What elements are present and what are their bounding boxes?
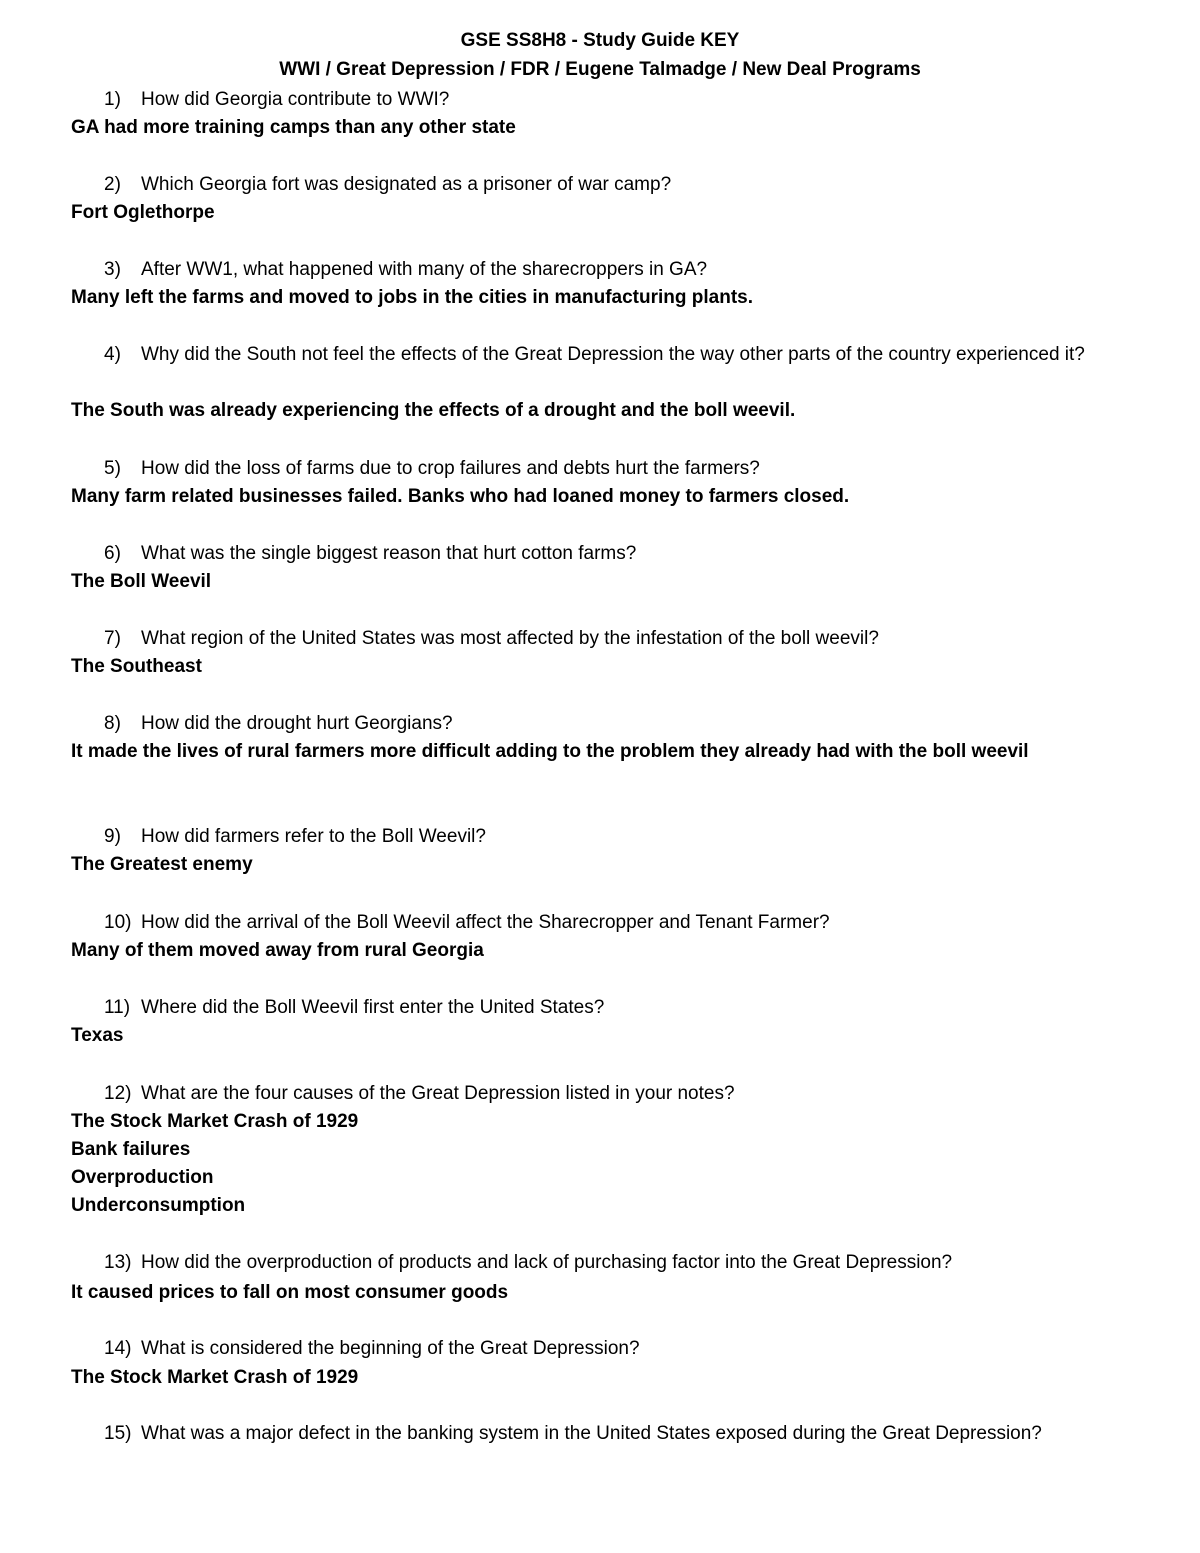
question-text: How did the drought hurt Georgians? [141,713,453,734]
question-4 [104,341,1104,369]
question-11 [104,994,1104,1022]
answer-5: Many farm related businesses failed. Banks who had loaned money to farmers closed. [71,486,850,507]
question-14 [104,1335,1104,1363]
question-number: 4) [104,344,121,365]
page-title: GSE SS8H8 - Study Guide KEY [460,30,740,51]
answer-12-line-1: The Stock Market Crash of 1929 [71,1111,359,1132]
answer-14: The Stock Market Crash of 1929 [71,1367,359,1388]
question-3 [104,256,1104,284]
question-text: Which Georgia fort was designated as a prisoner of war camp? [141,174,672,195]
question-8 [104,710,1104,738]
question-text: What are the four causes of the Great Depression listed in your notes? [141,1083,735,1104]
answer-8: It made the lives of rural farmers more difficult adding to the problem they already had with the boll weevil [71,741,1029,762]
question-text: What was the single biggest reason that hurt cotton farms? [141,543,637,564]
question-number: 6) [104,543,121,564]
question-2 [104,171,1104,199]
question-text: After WW1, what happened with many of the sharecroppers in GA? [141,259,708,280]
question-text: How did farmers refer to the Boll Weevil? [141,826,486,847]
question-number: 9) [104,826,121,847]
question-text: How did the loss of farms due to crop failures and debts hurt the farmers? [141,458,760,479]
question-10 [104,909,1104,937]
question-13 [104,1249,1104,1277]
question-12 [104,1080,1104,1108]
question-number: 7) [104,628,121,649]
answer-12-line-4: Underconsumption [71,1195,246,1216]
answer-12-line-3: Overproduction [71,1167,214,1188]
page-subtitle: WWI / Great Depression / FDR / Eugene Talmadge / New Deal Programs [279,59,921,80]
question-number: 2) [104,174,121,195]
question-number: 11) [104,997,131,1018]
answer-1: GA had more training camps than any other state [71,117,516,138]
question-text: What was a major defect in the banking system in the United States exposed during the Great Depression? [141,1423,1042,1444]
question-number: 13) [104,1252,132,1273]
question-number: 12) [104,1083,132,1104]
question-text: What is considered the beginning of the Great Depression? [141,1338,640,1359]
question-15 [104,1420,1104,1448]
question-text: How did the arrival of the Boll Weevil affect the Sharecropper and Tenant Farmer? [141,912,830,933]
answer-9: The Greatest enemy [71,854,253,875]
question-5 [104,455,1104,483]
question-7 [104,625,1104,653]
answer-13: It caused prices to fall on most consumer goods [71,1282,509,1303]
question-9 [104,823,1104,851]
question-text: Why did the South not feel the effects of the Great Depression the way other parts of the country experienced it? [141,344,1085,365]
answer-6: The Boll Weevil [71,571,212,592]
question-number: 1) [104,89,121,110]
question-number: 14) [104,1338,132,1359]
answer-7: The Southeast [71,656,202,677]
question-6 [104,540,1104,568]
question-number: 10) [104,912,132,933]
answer-3: Many left the farms and moved to jobs in the cities in manufacturing plants. [71,287,753,308]
question-text: Where did the Boll Weevil first enter the United States? [141,997,605,1018]
answer-10: Many of them moved away from rural Georgia [71,940,484,961]
question-text: What region of the United States was most affected by the infestation of the boll weevil? [141,628,879,649]
answer-4: The South was already experiencing the effects of a drought and the boll weevil. [71,400,796,421]
answer-11: Texas [71,1025,124,1046]
question-text: How did Georgia contribute to WWI? [141,89,450,110]
question-number: 3) [104,259,121,280]
question-text: How did the overproduction of products and lack of purchasing factor into the Great Depression? [141,1252,953,1273]
question-number: 15) [104,1423,132,1444]
answer-2: Fort Oglethorpe [71,202,215,223]
question-number: 5) [104,458,121,479]
question-1 [104,86,1104,114]
answer-12-line-2: Bank failures [71,1139,191,1160]
question-number: 8) [104,713,121,734]
